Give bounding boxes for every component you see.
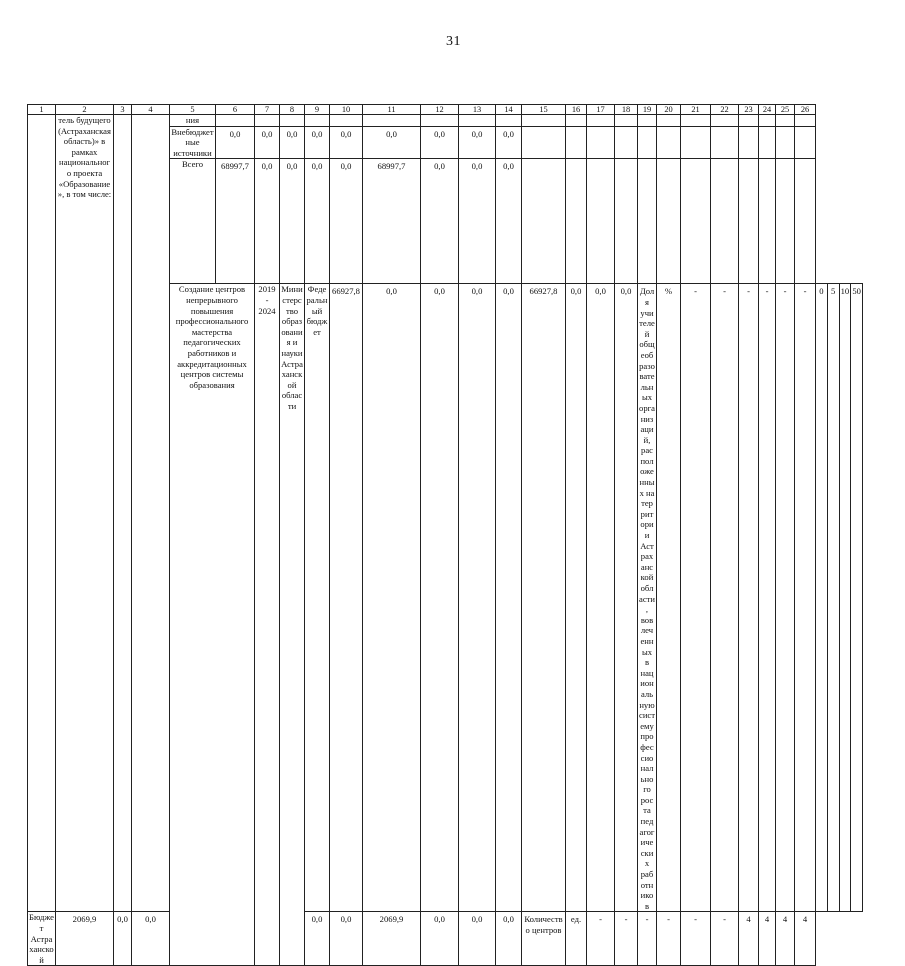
blank-cell [28, 115, 56, 912]
value-cell: 66927,8 [522, 284, 566, 912]
header-cell: 2 [56, 105, 114, 115]
header-cell: 16 [566, 105, 587, 115]
header-cell: 7 [255, 105, 280, 115]
indicator-value-cell: 4 [759, 912, 776, 966]
header-cell: 15 [522, 105, 566, 115]
value-cell: 0,0 [305, 912, 330, 966]
indicator-value-cell: - [587, 912, 615, 966]
value-cell: 0,0 [330, 912, 363, 966]
indicator-value-cell: 4 [795, 912, 816, 966]
value-cell: 0,0 [496, 159, 522, 284]
source-cell: Федеральный бюджет [305, 284, 330, 912]
event-name: тель будущего (Астраханская область)» в рамках национального проекта «Образование», в том числе: [57, 115, 112, 200]
header-cell: 8 [280, 105, 305, 115]
indicator-value-cell: - [711, 912, 739, 966]
header-cell: 25 [776, 105, 795, 115]
header-cell: 6 [216, 105, 255, 115]
blank-cell [114, 115, 132, 912]
indicator-value-cell: - [759, 284, 776, 912]
header-cell: 24 [759, 105, 776, 115]
header-cell: 19 [638, 105, 657, 115]
indicator-value-cell: - [776, 284, 795, 912]
value-cell: 0,0 [615, 284, 638, 912]
unit-cell: ед. [566, 912, 587, 966]
value-cell: 0,0 [280, 159, 305, 284]
source-cell: ния [170, 115, 216, 127]
value-cell: 0,0 [255, 126, 280, 159]
value-cell: 0,0 [566, 284, 587, 912]
header-cell: 5 [170, 105, 216, 115]
value-cell: 68997,7 [216, 159, 255, 284]
header-cell: 12 [421, 105, 459, 115]
header-cell: 4 [132, 105, 170, 115]
header-cell: 11 [363, 105, 421, 115]
indicator-value-cell: - [657, 912, 681, 966]
value-cell: 0,0 [421, 284, 459, 912]
value-cell: 0,0 [363, 284, 421, 912]
indicator-value-cell: 0 [816, 284, 828, 912]
header-cell: 23 [739, 105, 759, 115]
table-row [28, 912, 863, 966]
header-cell: 21 [681, 105, 711, 115]
indicator-value-cell: 4 [739, 912, 759, 966]
value-cell: 0,0 [305, 159, 330, 284]
page-number: 31 [446, 34, 461, 49]
indicator-value-cell: - [615, 912, 638, 966]
value-cell: 0,0 [216, 126, 255, 159]
header-cell: 1 [28, 105, 56, 115]
source-cell: Всего [170, 159, 216, 284]
indicator-value-cell: - [739, 284, 759, 912]
value-cell: 0,0 [421, 126, 459, 159]
value-cell: 66927,8 [330, 284, 363, 912]
header-cell: 26 [795, 105, 816, 115]
indicator-value-cell: - [681, 912, 711, 966]
indicator-value-cell: - [711, 284, 739, 912]
source-cell: Бюджет Астраханской [29, 912, 54, 965]
value-cell: 0,0 [587, 284, 615, 912]
value-cell: 0,0 [255, 159, 280, 284]
indicator-value-cell: 50 [851, 284, 863, 912]
indicator-value-cell: 4 [776, 912, 795, 966]
value-cell: 0,0 [459, 912, 496, 966]
header-row [28, 105, 863, 115]
budget-table [27, 104, 863, 965]
event-name-cell [56, 115, 114, 912]
indicator-cell: Количество центров [522, 912, 566, 966]
header-cell: 10 [330, 105, 363, 115]
header-cell: 14 [496, 105, 522, 115]
unit-cell: % [657, 284, 681, 912]
indicator-value-cell: - [638, 912, 657, 966]
header-cell: 3 [114, 105, 132, 115]
period-cell: 2019 - 2024 [255, 284, 280, 966]
header-cell: 17 [587, 105, 615, 115]
indicator-value-cell: - [681, 284, 711, 912]
header-cell: 22 [711, 105, 739, 115]
header-cell: 9 [305, 105, 330, 115]
value-cell: 0,0 [496, 912, 522, 966]
value-cell: 0,0 [459, 126, 496, 159]
event-name: Создание центров непрерывного повышения профессионального мастерства педагогических работников и аккредитационных центров системы образования [175, 284, 249, 390]
blank-cell [132, 115, 170, 912]
indicator-value-cell: 5 [827, 284, 839, 912]
indicator-cell: Доля учителей общеобразовательных организаций, расположенных на территории Астраханской области, вовлеченных в национальную систему профессионального роста педагогических работников [638, 284, 657, 912]
value-cell: 0,0 [330, 159, 363, 284]
indicator-value-cell: 10 [839, 284, 851, 912]
value-cell: 68997,7 [363, 159, 421, 284]
value-cell: 2069,9 [56, 912, 114, 966]
value-cell: 0,0 [421, 159, 459, 284]
value-cell: 0,0 [496, 284, 522, 912]
value-cell: 0,0 [421, 912, 459, 966]
value-cell: 2069,9 [363, 912, 421, 966]
value-cell: 0,0 [280, 126, 305, 159]
indicator-value-cell: - [795, 284, 816, 912]
value-cell: 0,0 [363, 126, 421, 159]
event-name-cell [170, 284, 255, 966]
header-cell: 18 [615, 105, 638, 115]
value-cell: 0,0 [459, 284, 496, 912]
header-cell: 13 [459, 105, 496, 115]
value-cell: 0,0 [132, 912, 170, 966]
value-cell: 0,0 [459, 159, 496, 284]
value-cell: 0,0 [114, 912, 132, 966]
executor-cell: Министерство образования и науки Астраханской области [280, 284, 305, 966]
value-cell: 0,0 [305, 126, 330, 159]
value-cell: 0,0 [496, 126, 522, 159]
table-row [28, 115, 863, 127]
header-cell: 20 [657, 105, 681, 115]
value-cell: 0,0 [330, 126, 363, 159]
source-cell: Внебюджетные источники [171, 126, 214, 158]
